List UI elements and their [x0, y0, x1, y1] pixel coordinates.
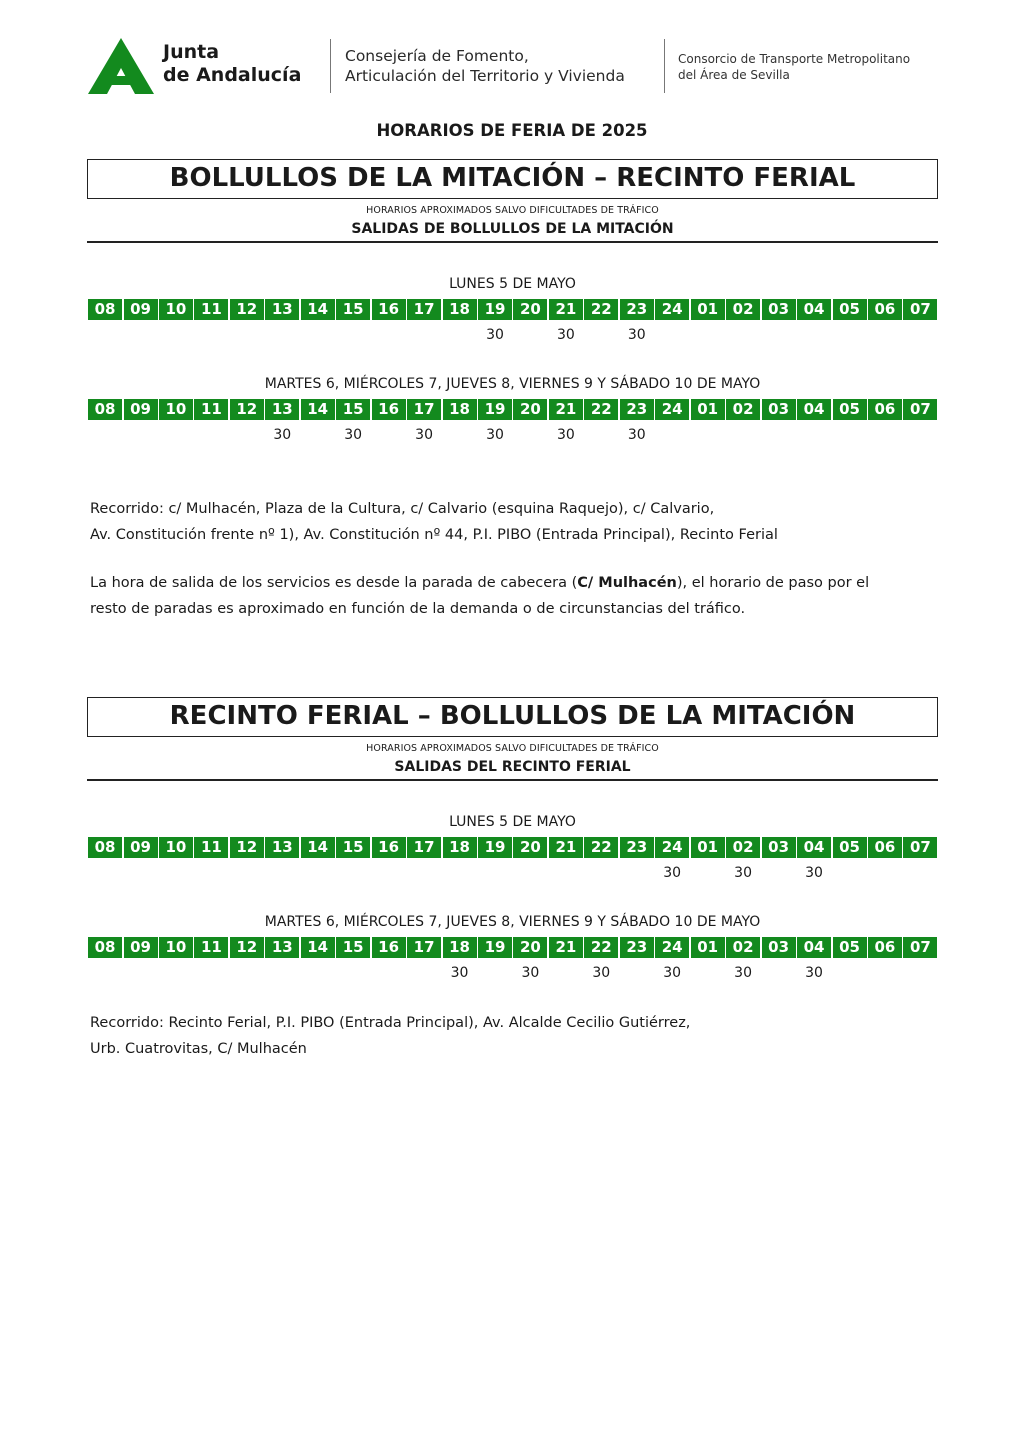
- hour-cell: 05: [833, 299, 867, 320]
- consejeria-line-2: Articulación del Territorio y Vivienda: [345, 67, 625, 85]
- hour-cell: 11: [194, 299, 228, 320]
- hour-cell: 05: [833, 399, 867, 420]
- hour-cell: 03: [762, 399, 796, 420]
- hour-cell: 11: [194, 399, 228, 420]
- route-description: [90, 496, 930, 548]
- consorcio-line-1: Consorcio de Transporte Metropolitano: [678, 52, 911, 66]
- hour-cell: 04: [797, 299, 831, 320]
- hour-cell: 06: [868, 937, 902, 958]
- traffic-note: HORARIOS APROXIMADOS SALVO DIFICULTADES DE TRÁFICO: [366, 743, 659, 754]
- hour-cell: 20: [513, 937, 547, 958]
- hour-cell: 23: [620, 837, 654, 858]
- departure-minute: 30: [627, 427, 646, 443]
- route-line-2: Av. Constitución frente nº 1), Av. Constitución nº 44, P.I. PIBO (Entrada Principal), Recinto Ferial: [90, 527, 778, 543]
- hour-cell: 22: [584, 837, 618, 858]
- departure-minute: 30: [805, 965, 823, 981]
- logo-line-1: Junta: [163, 41, 220, 63]
- hour-cell: 15: [336, 299, 370, 320]
- page-title: HORARIOS DE FERIA DE 2025: [376, 121, 648, 140]
- logo-line-2: de Andalucía: [163, 64, 302, 86]
- hour-cell: 05: [833, 937, 867, 958]
- hour-cell: 07: [903, 837, 937, 858]
- hour-cell: 15: [336, 837, 370, 858]
- departure-minute: 30: [663, 965, 682, 981]
- hour-cell: 16: [372, 937, 406, 958]
- route-line-2: Urb. Cuatrovitas, C/ Mulhacén: [90, 1041, 307, 1057]
- hour-cell: 02: [726, 837, 760, 858]
- hour-cell: 21: [549, 399, 583, 420]
- header-divider: [664, 39, 665, 93]
- hour-cell: 13: [265, 399, 299, 420]
- hour-cell: 09: [124, 837, 158, 858]
- hour-cell: 13: [265, 299, 299, 320]
- hour-cell: 14: [301, 299, 335, 320]
- hour-cell: 10: [159, 937, 193, 958]
- hour-cell: 21: [549, 937, 583, 958]
- hour-cell: 01: [691, 399, 725, 420]
- info-line-2: resto de paradas es aproximado en función de la demanda o de circunstancias del tráfico.: [90, 601, 746, 617]
- departure-minute: 30: [734, 865, 752, 881]
- hour-cell: 16: [372, 399, 406, 420]
- hour-cell: 07: [903, 937, 937, 958]
- junta-andalucia-logo-icon: [88, 38, 154, 94]
- hour-cell: 06: [868, 837, 902, 858]
- hour-cell: 24: [655, 837, 689, 858]
- info-text: La hora de salida de los servicios es desde la parada de cabecera (: [90, 575, 578, 591]
- hour-cell: 07: [903, 299, 937, 320]
- hour-cell: 06: [868, 299, 902, 320]
- hour-cell: 24: [655, 299, 689, 320]
- hour-cell: 23: [620, 299, 654, 320]
- departure-minute: 30: [627, 327, 646, 343]
- departure-minute: 30: [556, 427, 575, 443]
- hour-cell: 13: [265, 837, 299, 858]
- hour-cell: 12: [230, 837, 264, 858]
- hour-cell: 18: [443, 937, 477, 958]
- hour-cell: 08: [88, 937, 122, 958]
- departure-minute: 30: [344, 427, 363, 443]
- hour-cell: 03: [762, 299, 796, 320]
- section-title: BOLLULLOS DE LA MITACIÓN – RECINTO FERIAL: [87, 159, 938, 199]
- hour-cell: 19: [478, 399, 512, 420]
- section-outbound: [87, 159, 938, 443]
- departure-minute: 30: [486, 327, 504, 343]
- departure-minute: 30: [450, 965, 469, 981]
- consorcio-line-2: del Área de Sevilla: [678, 68, 790, 82]
- hour-cell: 24: [655, 937, 689, 958]
- hour-cell: 08: [88, 299, 122, 320]
- hour-cell: 06: [868, 399, 902, 420]
- consorcio-name: [678, 51, 910, 83]
- hour-cell: 04: [797, 837, 831, 858]
- hour-cell: 16: [372, 837, 406, 858]
- hour-cell: 09: [124, 937, 158, 958]
- header-divider: [330, 39, 331, 93]
- day-label: LUNES 5 DE MAYO: [449, 814, 576, 830]
- day-label: MARTES 6, MIÉRCOLES 7, JUEVES 8, VIERNES 9 Y SÁBADO 10 DE MAYO: [264, 914, 761, 930]
- section-title: RECINTO FERIAL – BOLLULLOS DE LA MITACIÓN: [87, 697, 938, 737]
- hour-cell: 19: [478, 299, 512, 320]
- departure-minute: 30: [415, 427, 433, 443]
- hour-cell: 17: [407, 837, 441, 858]
- hour-cell: 03: [762, 937, 796, 958]
- hour-cell: 18: [443, 837, 477, 858]
- hour-cell: 24: [655, 399, 689, 420]
- day-label: LUNES 5 DE MAYO: [449, 276, 576, 292]
- hour-cell: 10: [159, 837, 193, 858]
- hour-cell: 03: [762, 837, 796, 858]
- consejeria-line-1: Consejería de Fomento,: [345, 47, 529, 65]
- section-subtitle: SALIDAS DE BOLLULLOS DE LA MITACIÓN: [87, 221, 938, 243]
- info-line-1: [90, 570, 930, 596]
- hour-cell: 16: [372, 299, 406, 320]
- hour-cell: 20: [513, 299, 547, 320]
- logo-text: [163, 41, 301, 87]
- hour-cell: 18: [443, 299, 477, 320]
- hour-cell: 22: [584, 937, 618, 958]
- departure-minute: 30: [521, 965, 540, 981]
- departure-minute: 30: [805, 865, 823, 881]
- hour-cell: 15: [336, 399, 370, 420]
- departure-minute: 30: [592, 965, 611, 981]
- hour-cell: 21: [549, 299, 583, 320]
- hour-cell: 01: [691, 299, 725, 320]
- hour-cell: 19: [478, 837, 512, 858]
- hour-cell: 20: [513, 399, 547, 420]
- hour-cell: 02: [726, 399, 760, 420]
- hour-cell: 05: [833, 837, 867, 858]
- hour-cell: 15: [336, 937, 370, 958]
- hour-cell: 19: [478, 937, 512, 958]
- hour-cell: 10: [159, 399, 193, 420]
- departure-minute: 30: [486, 427, 504, 443]
- hour-cell: 11: [194, 837, 228, 858]
- info-stop-name: C/ Mulhacén: [577, 575, 677, 591]
- hour-cell: 17: [407, 299, 441, 320]
- section-return: [87, 697, 938, 981]
- hour-cell: 09: [124, 299, 158, 320]
- hour-cell: 22: [584, 399, 618, 420]
- hour-cell: 23: [620, 937, 654, 958]
- traffic-note: HORARIOS APROXIMADOS SALVO DIFICULTADES DE TRÁFICO: [366, 205, 659, 216]
- hour-cell: 14: [301, 399, 335, 420]
- hour-cell: 11: [194, 937, 228, 958]
- hour-cell: 17: [407, 399, 441, 420]
- hour-cell: 22: [584, 299, 618, 320]
- info-text: ), el horario de paso por el: [676, 575, 870, 591]
- hour-cell: 01: [691, 837, 725, 858]
- departure-info: [90, 570, 930, 622]
- hour-cell: 18: [443, 399, 477, 420]
- hour-cell: 07: [903, 399, 937, 420]
- hour-cell: 04: [797, 937, 831, 958]
- hour-cell: 08: [88, 399, 122, 420]
- hour-cell: 14: [301, 937, 335, 958]
- hour-cell: 14: [301, 837, 335, 858]
- hour-cell: 02: [726, 937, 760, 958]
- day-label: MARTES 6, MIÉRCOLES 7, JUEVES 8, VIERNES 9 Y SÁBADO 10 DE MAYO: [264, 376, 761, 392]
- consejeria-name: [345, 46, 625, 86]
- section-subtitle: SALIDAS DEL RECINTO FERIAL: [87, 759, 938, 781]
- hour-cell: 12: [230, 937, 264, 958]
- hour-cell: 01: [691, 937, 725, 958]
- hour-cell: 02: [726, 299, 760, 320]
- page-header: [88, 36, 928, 96]
- route-description: [90, 1010, 930, 1062]
- departure-minute: 30: [663, 865, 682, 881]
- hour-cell: 09: [124, 399, 158, 420]
- hour-cell: 12: [230, 299, 264, 320]
- hour-cell: 20: [513, 837, 547, 858]
- hour-cell: 04: [797, 399, 831, 420]
- hour-cell: 08: [88, 837, 122, 858]
- departure-minute: 30: [273, 427, 292, 443]
- route-line-1: Recorrido: c/ Mulhacén, Plaza de la Cultura, c/ Calvario (esquina Raquejo), c/ Calvario,: [90, 501, 715, 517]
- departure-minute: 30: [556, 327, 575, 343]
- hour-cell: 12: [230, 399, 264, 420]
- hour-cell: 13: [265, 937, 299, 958]
- route-line-1: Recorrido: Recinto Ferial, P.I. PIBO (Entrada Principal), Av. Alcalde Cecilio Gutiérrez,: [90, 1015, 691, 1031]
- hour-cell: 21: [549, 837, 583, 858]
- hour-cell: 23: [620, 399, 654, 420]
- hour-cell: 17: [407, 937, 441, 958]
- departure-minute: 30: [734, 965, 752, 981]
- hour-cell: 10: [159, 299, 193, 320]
